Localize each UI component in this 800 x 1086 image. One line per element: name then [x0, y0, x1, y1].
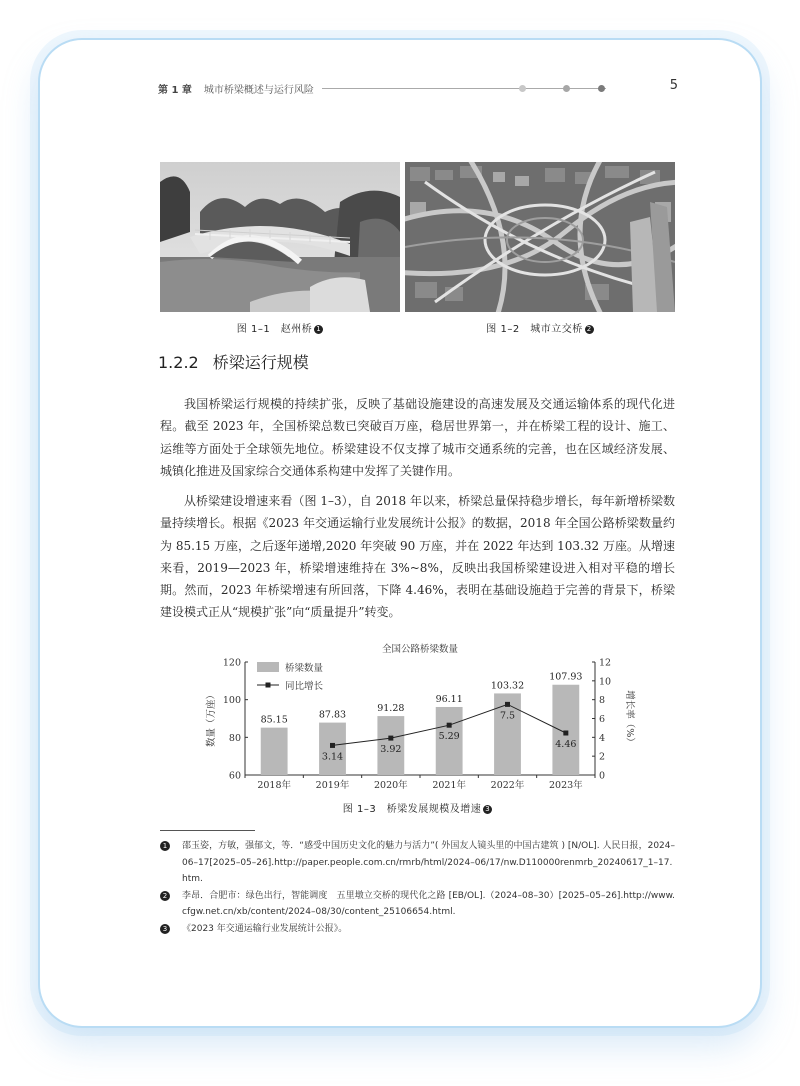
section-title: 桥梁运行规模 [212, 353, 309, 372]
legend-line-marker [266, 683, 271, 688]
footnote [160, 921, 675, 938]
bar-value-label: 85.15 [260, 714, 288, 726]
footnote-marker[interactable]: 3 [483, 805, 492, 814]
figure-caption [160, 800, 675, 815]
legend-line-label: 同比增长 [285, 681, 324, 692]
growth-value-label: 4.46 [555, 739, 577, 751]
footnote-number: 3 [160, 924, 170, 934]
y2-tick-label: 0 [599, 770, 606, 782]
y2-tick-label: 4 [599, 732, 606, 744]
header-dot [598, 85, 605, 92]
x-tick-label: 2020年 [373, 780, 408, 791]
growth-point [330, 743, 335, 748]
footnote-number: 2 [160, 891, 170, 901]
body-paragraph: 我国桥梁运行规模的持续扩张，反映了基础设施建设的高速发展及交通运输体系的现代化进程。截至 2023 年，全国桥梁总数已突破百万座，稳居世界第一，并在桥梁工程的设计、施工、运维等方面处于全球领先地位。桥梁建设不仅支撑了城市交通系统的完善，也在区域经济发展、城镇化推进及国家综合交通体系构建中发挥了关键作用。 [160, 397, 675, 478]
city-interchange-photo [405, 162, 675, 312]
legend-bar-swatch [257, 662, 279, 672]
y-tick-label: 100 [222, 695, 241, 707]
growth-point [505, 702, 510, 707]
growth-point [388, 736, 393, 741]
x-tick-label: 2023年 [548, 780, 583, 791]
header-rule [322, 88, 606, 89]
x-tick-label: 2021年 [432, 780, 467, 791]
x-tick-label: 2022年 [490, 780, 525, 791]
section-heading [158, 350, 309, 373]
y2-tick-label: 2 [599, 751, 606, 763]
legend-bar-label: 桥梁数量 [285, 663, 324, 674]
y2-tick-label: 8 [599, 695, 606, 707]
figure-caption [160, 320, 400, 335]
footnote-text: 邵玉姿，方敏，强郁文，等．“感受中国历史文化的魅力与活力”( 外国友人镜头里的中国古建筑 ) [N/OL]. 人民日报，2024–06–17[2025–05–26].http://paper.people.com.cn/rmrb/html/2024–06/17/nw.D110000renmrb_20240617_1–17.htm. [182, 841, 675, 884]
header-dot [519, 85, 526, 92]
bridge-count-chart [200, 640, 640, 800]
footnote-rule [160, 830, 255, 831]
growth-value-label: 3.14 [321, 751, 344, 763]
footnote [160, 838, 675, 888]
y2-tick-label: 6 [599, 714, 606, 725]
section-number: 1.2.2 [158, 353, 199, 372]
bar [319, 723, 346, 775]
page-number: 5 [669, 78, 678, 93]
header-dot [563, 85, 570, 92]
chapter-label: 第 1 章 [158, 84, 192, 96]
footnote-marker[interactable]: 2 [585, 325, 594, 334]
bar-value-label: 107.93 [549, 671, 583, 683]
footnote [160, 888, 675, 921]
body-paragraph: 从桥梁建设增速来看（图 1–3），自 2018 年以来，桥梁总量保持稳步增长，每年新增桥梁数量持续增长。根据《2023 年交通运输行业发展统计公报》的数据，2018 年全国公路桥梁数量约为 85.15 万座，之后逐年递增,2020 年突破 90 万座，并在 2022 年达到 103.32 万座。从增速来看，2019—2023 年，桥梁增速维持在 3%~8%，反映出我国桥梁建设进入相对平稳的增长期。然而，2023 年桥梁增速有所回落，下降 4.46%，表明在基础设施趋于完善的背景下，桥梁建设模式正从“规模扩张”向“质量提升”转变。 [160, 494, 675, 620]
y-tick-label: 80 [228, 732, 241, 744]
bar-value-label: 91.28 [377, 703, 405, 715]
y-tick-label: 120 [222, 657, 241, 669]
growth-point [447, 723, 452, 728]
caption-text: 图 1–1 赵州桥 [236, 324, 313, 335]
zhaozhou-bridge-photo [160, 162, 400, 312]
chart-title: 全国公路桥梁数量 [381, 644, 459, 655]
x-tick-label: 2018年 [257, 780, 292, 791]
bar-value-label: 103.32 [490, 680, 525, 692]
x-tick-label: 2019年 [315, 780, 350, 791]
footnote-number: 1 [160, 841, 170, 851]
running-header [158, 78, 678, 98]
footnote-text: 李昂．合肥市：绿色出行，智能调度 五里墩立交桥的现代化之路 [EB/OL].（2024–08–30）[2025–05–26].http://www.cfgw.net.cn/xb/content/2024–08/30/content_25106654.html. [182, 890, 675, 917]
chart-svg [200, 640, 640, 800]
y-axis-title: 数量（万座） [206, 689, 217, 748]
growth-value-label: 5.29 [438, 731, 460, 743]
figure-caption [405, 320, 675, 335]
footnote-marker[interactable]: 1 [314, 325, 323, 334]
growth-value-label: 7.5 [499, 710, 516, 722]
y-tick-label: 60 [228, 770, 241, 782]
growth-point [563, 731, 568, 736]
caption-text: 图 1–2 城市立交桥 [486, 324, 583, 335]
bar-value-label: 96.11 [435, 693, 463, 705]
caption-text: 图 1–3 桥梁发展规模及增速 [342, 804, 482, 815]
bar [261, 728, 288, 775]
footnote-text: 《2023 年交通运输行业发展统计公报》。 [182, 923, 348, 934]
chapter-title: 城市桥梁概述与运行风险 [203, 84, 314, 96]
bar [552, 685, 579, 775]
growth-value-label: 3.92 [380, 744, 402, 756]
y2-tick-label: 12 [599, 657, 612, 669]
footnotes [160, 838, 675, 937]
y2-axis-title: 增长率（%） [624, 690, 635, 747]
y2-tick-label: 10 [599, 676, 612, 688]
bar-value-label: 87.83 [318, 709, 347, 721]
